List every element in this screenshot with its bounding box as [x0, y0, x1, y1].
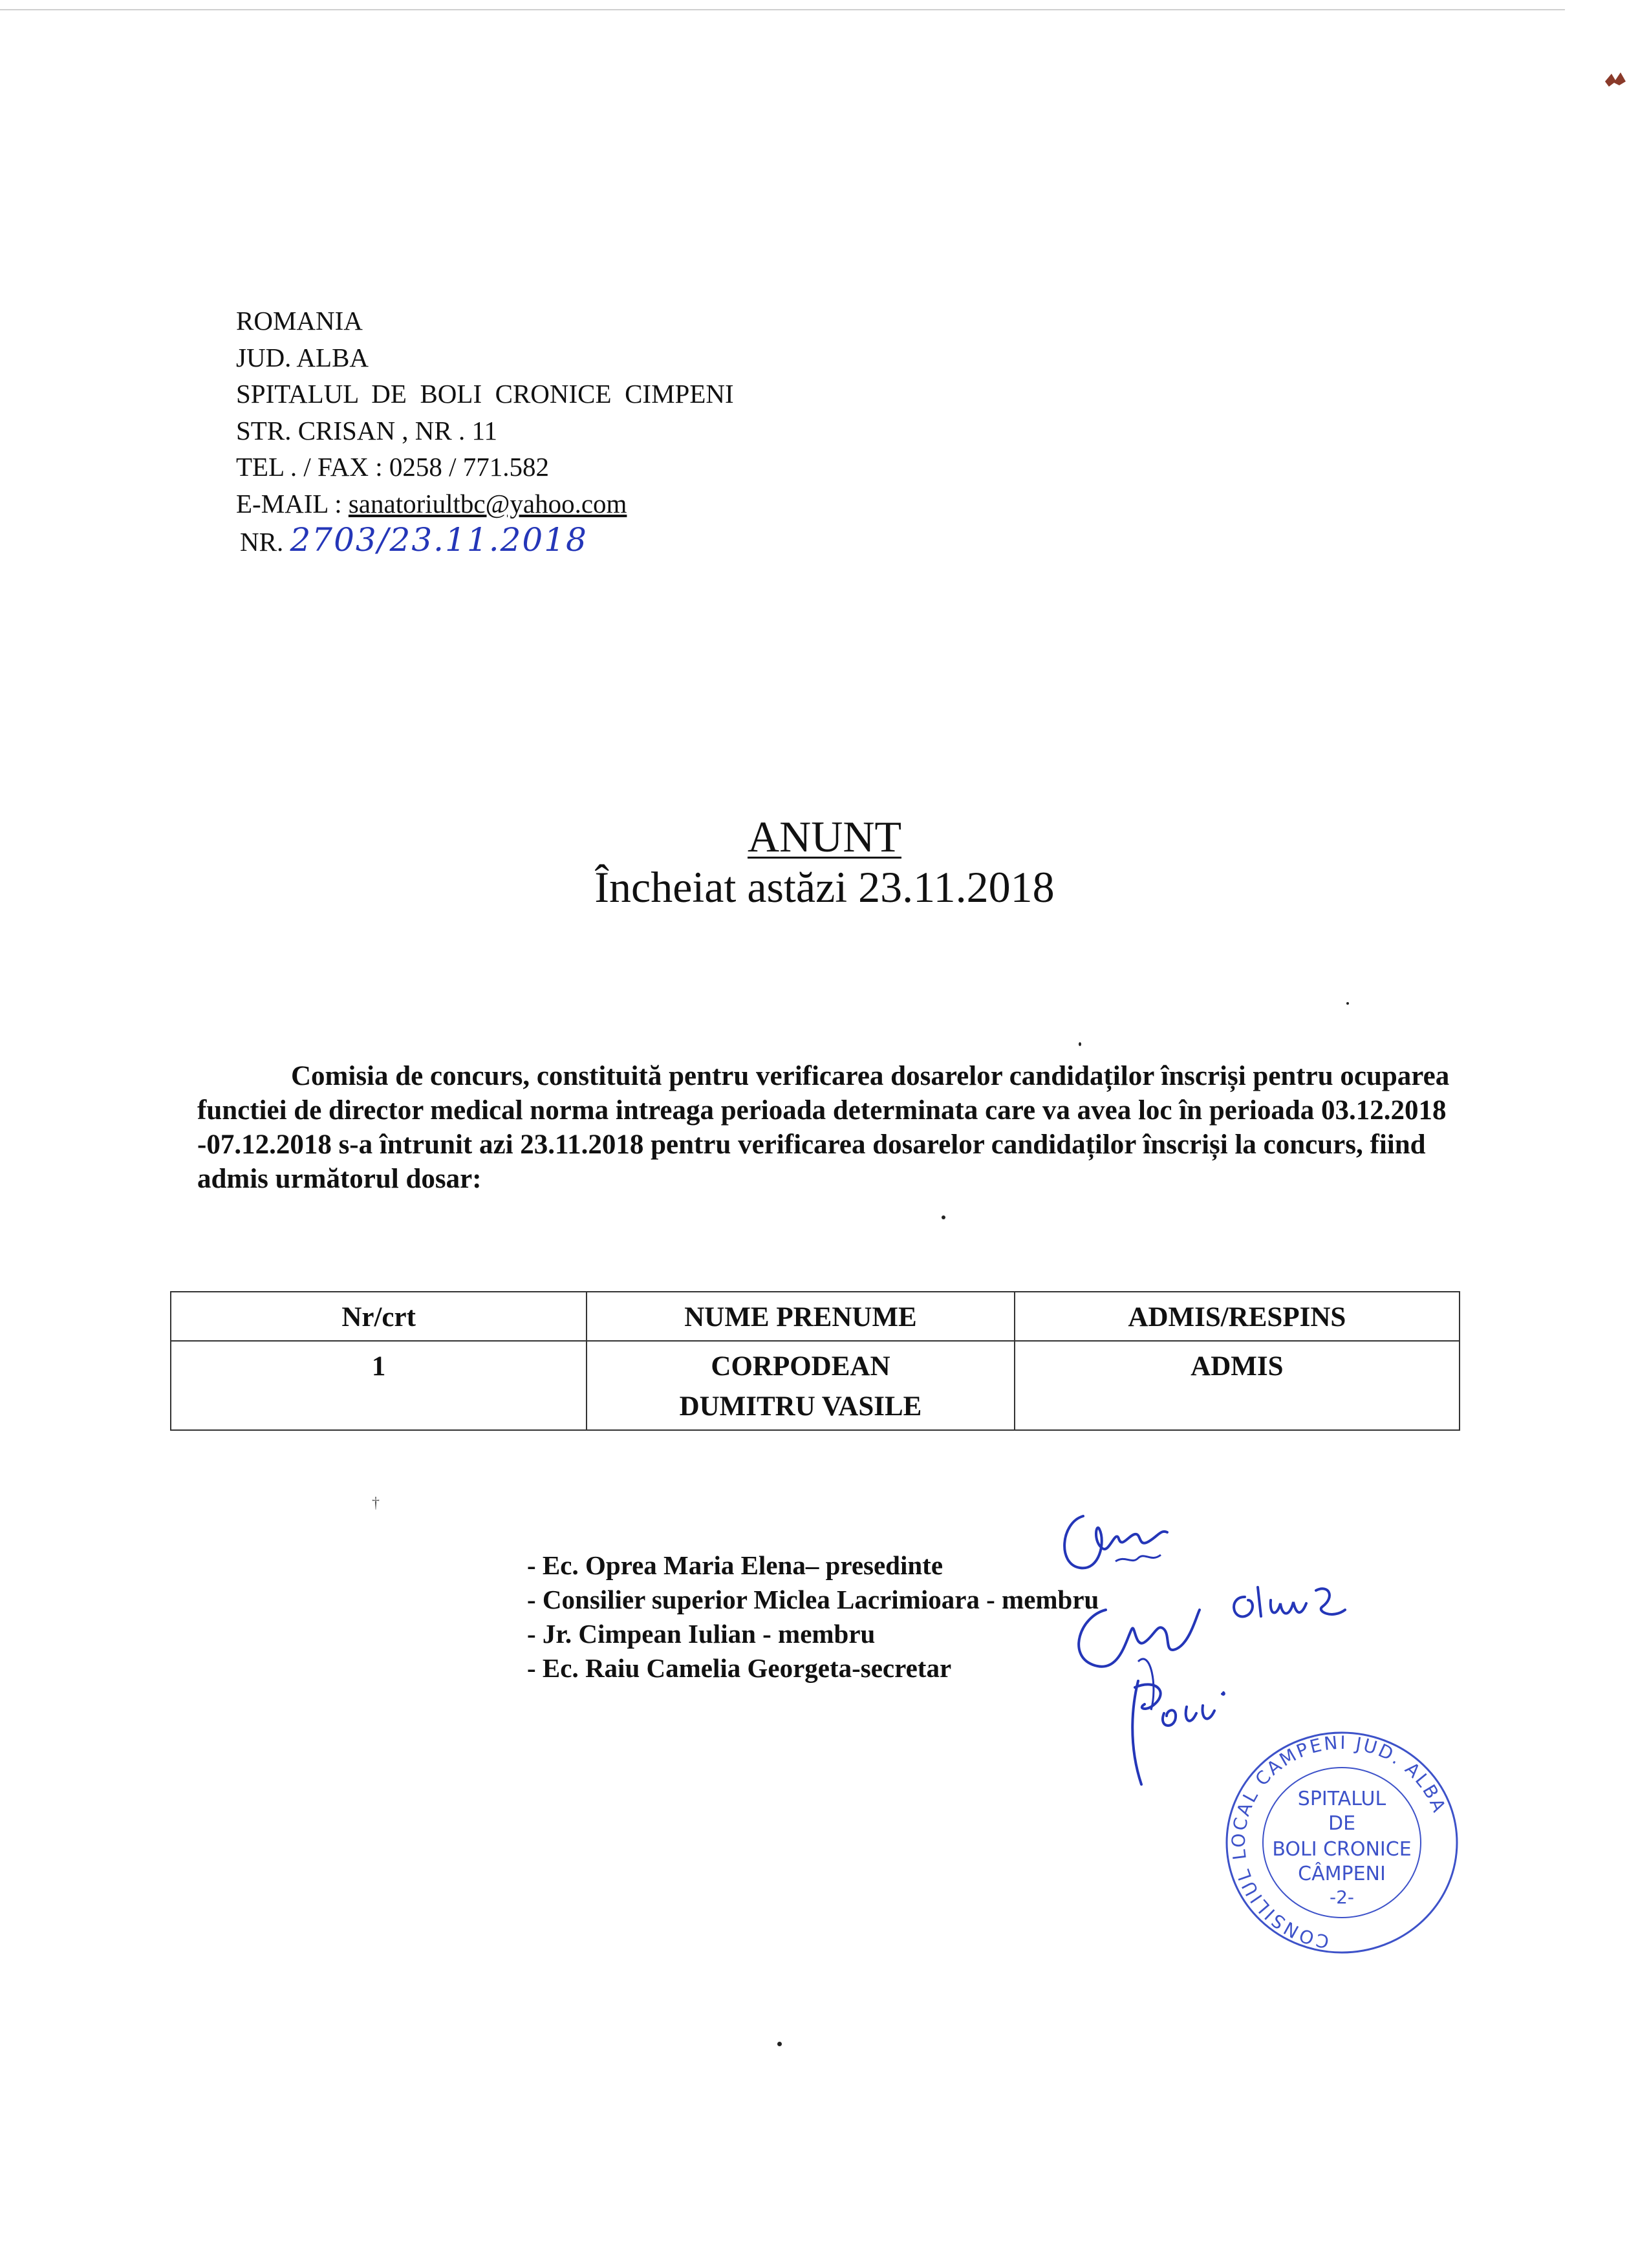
letterhead	[236, 303, 734, 561]
cell-name-line1: CORPODEAN	[711, 1351, 890, 1382]
nr-label: NR.	[240, 527, 290, 557]
committee-member-2: - Jr. Cimpean Iulian - membru	[527, 1619, 876, 1649]
scan-edge-line	[0, 9, 1565, 10]
scan-speck	[1346, 1002, 1349, 1005]
letterhead-institution: SPITALUL DE BOLI CRONICE CIMPENI	[236, 379, 734, 409]
header-status: ADMIS/RESPINS	[1015, 1292, 1460, 1341]
official-stamp	[1216, 1726, 1468, 1959]
letterhead-county: JUD. ALBA	[236, 342, 369, 372]
cell-nr: 1	[171, 1341, 587, 1430]
signature-president	[1054, 1503, 1183, 1581]
results-table	[170, 1291, 1460, 1431]
scan-speck	[1079, 1042, 1081, 1046]
table-row	[171, 1341, 1460, 1430]
announcement-body	[197, 1059, 1458, 1196]
stamp-line-1: SPITALUL	[1297, 1788, 1386, 1810]
registration-number	[236, 522, 734, 561]
letterhead-address: STR. CRISAN , NR . 11	[236, 415, 497, 445]
letterhead-country: ROMANIA	[236, 306, 363, 336]
cell-name-line2: DUMITRU VASILE	[679, 1391, 922, 1422]
stamp-line-5: -2-	[1329, 1887, 1355, 1908]
document-subtitle: Încheiat astăzi 23.11.2018	[594, 862, 1055, 912]
scan-speck-mark	[1602, 70, 1630, 89]
signature-member-1	[1225, 1571, 1361, 1629]
letterhead-phone: TEL . / FAX : 0258 / 771.582	[236, 452, 550, 482]
stamp-ring-text: CONSILIUL LOCAL CAMPENI JUD. ALBA	[1227, 1731, 1450, 1952]
table-header-row	[171, 1292, 1460, 1341]
cell-name	[587, 1341, 1014, 1430]
cell-status: ADMIS	[1015, 1341, 1460, 1430]
letterhead-email	[236, 486, 734, 522]
scan-speck: †	[372, 1495, 380, 1512]
committee-member-secretary: - Ec. Raiu Camelia Georgeta-secretar	[527, 1653, 952, 1683]
header-name: NUME PRENUME	[587, 1292, 1014, 1341]
email-address: sanatoriultbc@yahoo.com	[348, 488, 627, 519]
announcement-paragraph: Comisia de concurs, constituită pentru verificarea dosarelor candidaților înscriși pentru ocuparea functiei de director medical norma intreaga perioada determinata care va avea loc în perioada 03.12.2018 -07.12.2018 s-a întrunit azi 23.11.2018 pentru verificarea dosarelor candidaților înscriși la concurs, fiind admis următorul dosar:	[197, 1061, 1450, 1194]
document-title: ANUNT	[748, 812, 901, 861]
committee-member-president: - Ec. Oprea Maria Elena– presedinte	[527, 1550, 943, 1580]
committee-list	[527, 1548, 1099, 1685]
scan-speck	[777, 2042, 782, 2046]
stamp-line-2: DE	[1328, 1812, 1356, 1835]
nr-handwritten-value: 2703/23.11.2018	[290, 521, 588, 559]
committee-member-1: - Consilier superior Miclea Lacrimioara - membru	[527, 1585, 1099, 1614]
email-label: E-MAIL :	[236, 488, 349, 519]
header-nr: Nr/crt	[171, 1292, 587, 1341]
scan-speck	[942, 1215, 945, 1219]
stamp-line-4: CÂMPENI	[1298, 1863, 1386, 1885]
stamp-line-3: BOLI CRONICE	[1272, 1838, 1412, 1861]
